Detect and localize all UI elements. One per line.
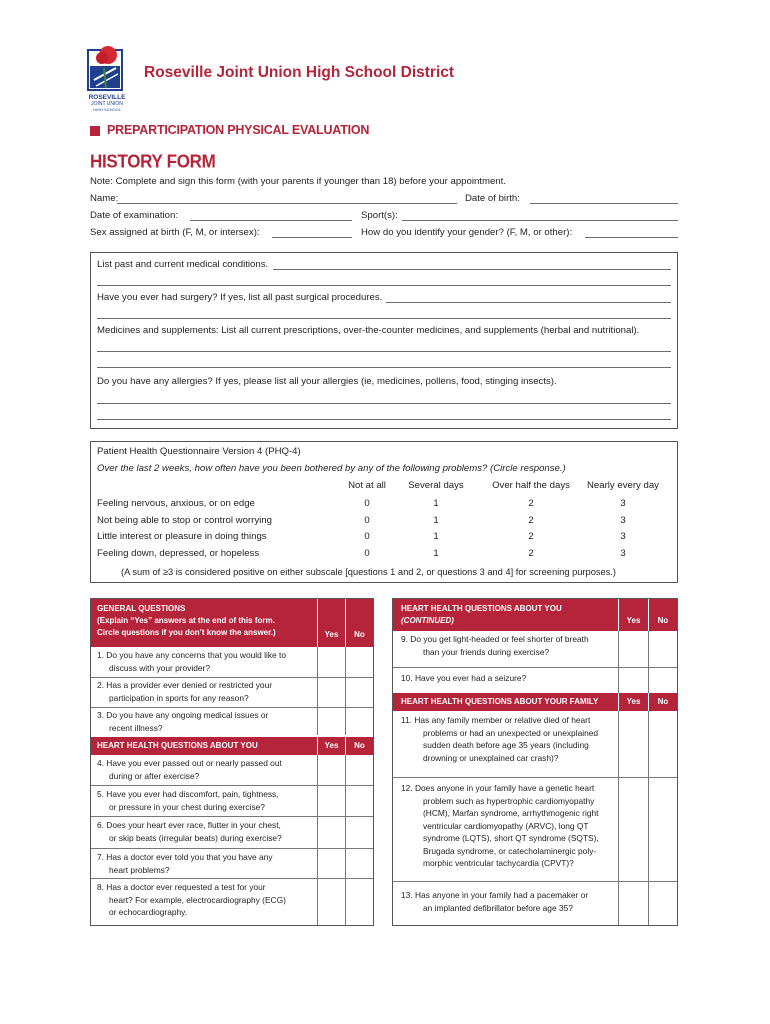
phq4-score[interactable]: 3: [620, 515, 626, 526]
gender-field[interactable]: [585, 237, 678, 238]
phq4-score[interactable]: 3: [620, 531, 626, 542]
sports-label: Sport(s):: [361, 210, 398, 221]
dob-field[interactable]: [530, 203, 678, 204]
phq4-title: Patient Health Questionnaire Version 4 (PHQ-4): [97, 446, 301, 457]
phq4-score[interactable]: 2: [528, 548, 534, 559]
sports-field[interactable]: [402, 220, 678, 221]
exam-date-field[interactable]: [190, 220, 352, 221]
phq4-row-label: Little interest or pleasure in doing things: [97, 531, 267, 542]
surgery-field[interactable]: [386, 302, 671, 303]
conditions-field-2[interactable]: [97, 285, 671, 286]
heart-yes-header: Yes: [317, 737, 345, 755]
conditions-field[interactable]: [273, 269, 671, 270]
phq4-col-0: Not at all: [348, 480, 386, 491]
phq4-col-3: Nearly every day: [587, 480, 659, 491]
allergies-field-2[interactable]: [97, 419, 671, 420]
heart-you-header: HEART HEALTH QUESTIONS ABOUT YOU: [91, 737, 317, 755]
allergies-label: Do you have any allergies? If yes, please list all your allergies (ie, medicines, pollens, food, stinging insects).: [97, 376, 557, 387]
phq4-row-label: Feeling down, depressed, or hopeless: [97, 548, 260, 559]
question-9: 9. Do you get light-headed or feel shorter of breath than your friends during exercise?: [401, 634, 589, 657]
phq4-subtitle: Over the last 2 weeks, how often have you been bothered by any of the following problems? (Circle response.): [97, 463, 566, 474]
question-1: 1. Do you have any concerns that you would like to discuss with your provider?: [97, 650, 287, 673]
surgery-field-2[interactable]: [97, 318, 671, 319]
form-title: HISTORY FORM: [90, 151, 216, 172]
question-3: 3. Do you have any ongoing medical issues or recent illness?: [97, 710, 269, 733]
question-5: 5. Have you ever had discomfort, pain, tightness, or pressure in your chest during exercise?: [97, 789, 279, 812]
logo-text-bot: HIGH SCHOOL: [92, 107, 121, 112]
phq4-score[interactable]: 2: [528, 515, 534, 526]
phq4-score[interactable]: 2: [528, 498, 534, 509]
heart-no-header: No: [345, 737, 373, 755]
question-6: 6. Does your heart ever race, flutter in your chest, or skip beats (irregular beats) during exercise?: [97, 820, 282, 843]
phq4-score[interactable]: 3: [620, 548, 626, 559]
sex-field[interactable]: [272, 237, 352, 238]
phq4-score[interactable]: 2: [528, 531, 534, 542]
allergies-field[interactable]: [97, 403, 671, 404]
question-2: 2. Has a provider ever denied or restricted your participation in sports for any reason?: [97, 680, 273, 703]
district-name: Roseville Joint Union High School District: [144, 64, 455, 81]
family-no-header: No: [648, 693, 677, 711]
phq4-score[interactable]: 0: [364, 531, 370, 542]
gender-label: How do you identify your gender? (F, M, or other):: [361, 227, 573, 238]
phq4-row-label: Feeling nervous, anxious, or on edge: [97, 498, 255, 509]
sex-label: Sex assigned at birth (F, M, or intersex):: [90, 227, 260, 238]
family-yes-header: Yes: [618, 693, 648, 711]
district-logo: [84, 42, 130, 118]
name-label: Name:: [90, 193, 119, 204]
phq4-col-2: Over half the days: [492, 480, 570, 491]
intro-note: Note: Complete and sign this form (with your parents if younger than 18) before your appointment.: [90, 176, 506, 187]
medicines-field-2[interactable]: [97, 367, 671, 368]
surgery-label: Have you ever had surgery? If yes, list all past surgical procedures.: [97, 292, 383, 303]
medicines-field[interactable]: [97, 351, 671, 352]
question-12: 12. Does anyone in your family have a genetic heart problem such as hypertrophic cardiomyopathy (HCM), Marfan syndrome, arrhythmogenic right ventricular cardiomyopathy (ARVC), long QT syndrome (LQTS), short QT syndrome (SQTS), Brugada syndrome, or catecholaminergic poly- morphic ventricular tachycardia (CPVT)?: [401, 783, 599, 868]
question-8: 8. Has a doctor ever requested a test for your heart? For example, electrocardiography (ECG) or echocardiography.: [97, 882, 286, 917]
dob-label: Date of birth:: [465, 193, 520, 204]
phq4-score[interactable]: 0: [364, 515, 370, 526]
medicines-label: Medicines and supplements: List all current prescriptions, over-the-counter medicines, and supplements (herbal and nutritional).: [97, 325, 640, 336]
phq4-score[interactable]: 1: [433, 548, 439, 559]
heart-family-header: HEART HEALTH QUESTIONS ABOUT YOUR FAMILY: [393, 693, 618, 711]
phq4-score[interactable]: 0: [364, 548, 370, 559]
section-title: PREPARTICIPATION PHYSICAL EVALUATION: [107, 123, 370, 137]
right-yes-header: Yes: [618, 599, 648, 631]
general-questions-header: [91, 599, 317, 647]
no-column-header: No: [345, 599, 373, 647]
question-4: 4. Have you ever passed out or nearly passed out during or after exercise?: [97, 758, 282, 781]
name-field[interactable]: [117, 203, 457, 204]
question-7: 7. Has a doctor ever told you that you have any heart problems?: [97, 852, 273, 875]
heart-continued-header: HEART HEALTH QUESTIONS ABOUT YOU (CONTINUED): [393, 599, 618, 631]
exam-date-label: Date of examination:: [90, 210, 178, 221]
conditions-label: List past and current medical conditions.: [97, 259, 269, 270]
general-header-line-2: (Explain “Yes” answers at the end of this form.: [97, 616, 275, 625]
yes-column-header: Yes: [317, 599, 345, 647]
phq4-score[interactable]: 0: [364, 498, 370, 509]
phq4-score[interactable]: 3: [620, 498, 626, 509]
logo-text-top: ROSEVILLE: [88, 94, 126, 101]
general-header-line-1: GENERAL QUESTIONS: [97, 604, 186, 613]
heart-questions-table: [392, 598, 678, 926]
question-13: 13. Has anyone in your family had a pacemaker or an implanted defibrillator before age 35?: [401, 890, 589, 913]
right-no-header: No: [648, 599, 677, 631]
phq4-box: [90, 441, 678, 583]
phq4-row-label: Not being able to stop or control worrying: [97, 515, 272, 526]
phq4-col-1: Several days: [408, 480, 464, 491]
phq4-score[interactable]: 1: [433, 531, 439, 542]
phq4-footnote: (A sum of ≥3 is considered positive on either subscale [questions 1 and 2, or questions 3 and 4] for screening purposes.): [121, 567, 617, 577]
phq4-score[interactable]: 1: [433, 515, 439, 526]
medical-history-box: [90, 252, 678, 429]
logo-text-mid: JOINT UNION: [91, 101, 123, 107]
question-10: 10. Have you ever had a seizure?: [401, 673, 527, 683]
general-header-line-3: Circle questions if you don’t know the answer.): [97, 628, 276, 637]
question-11: 11. Has any family member or relative died of heart problems or had an unexpected or unexplained sudden death before age 35 years (including drowning or unexplained car crash)?: [401, 715, 599, 763]
phq4-score[interactable]: 1: [433, 498, 439, 509]
section-bullet-icon: [90, 126, 100, 136]
general-questions-table: [90, 598, 374, 926]
